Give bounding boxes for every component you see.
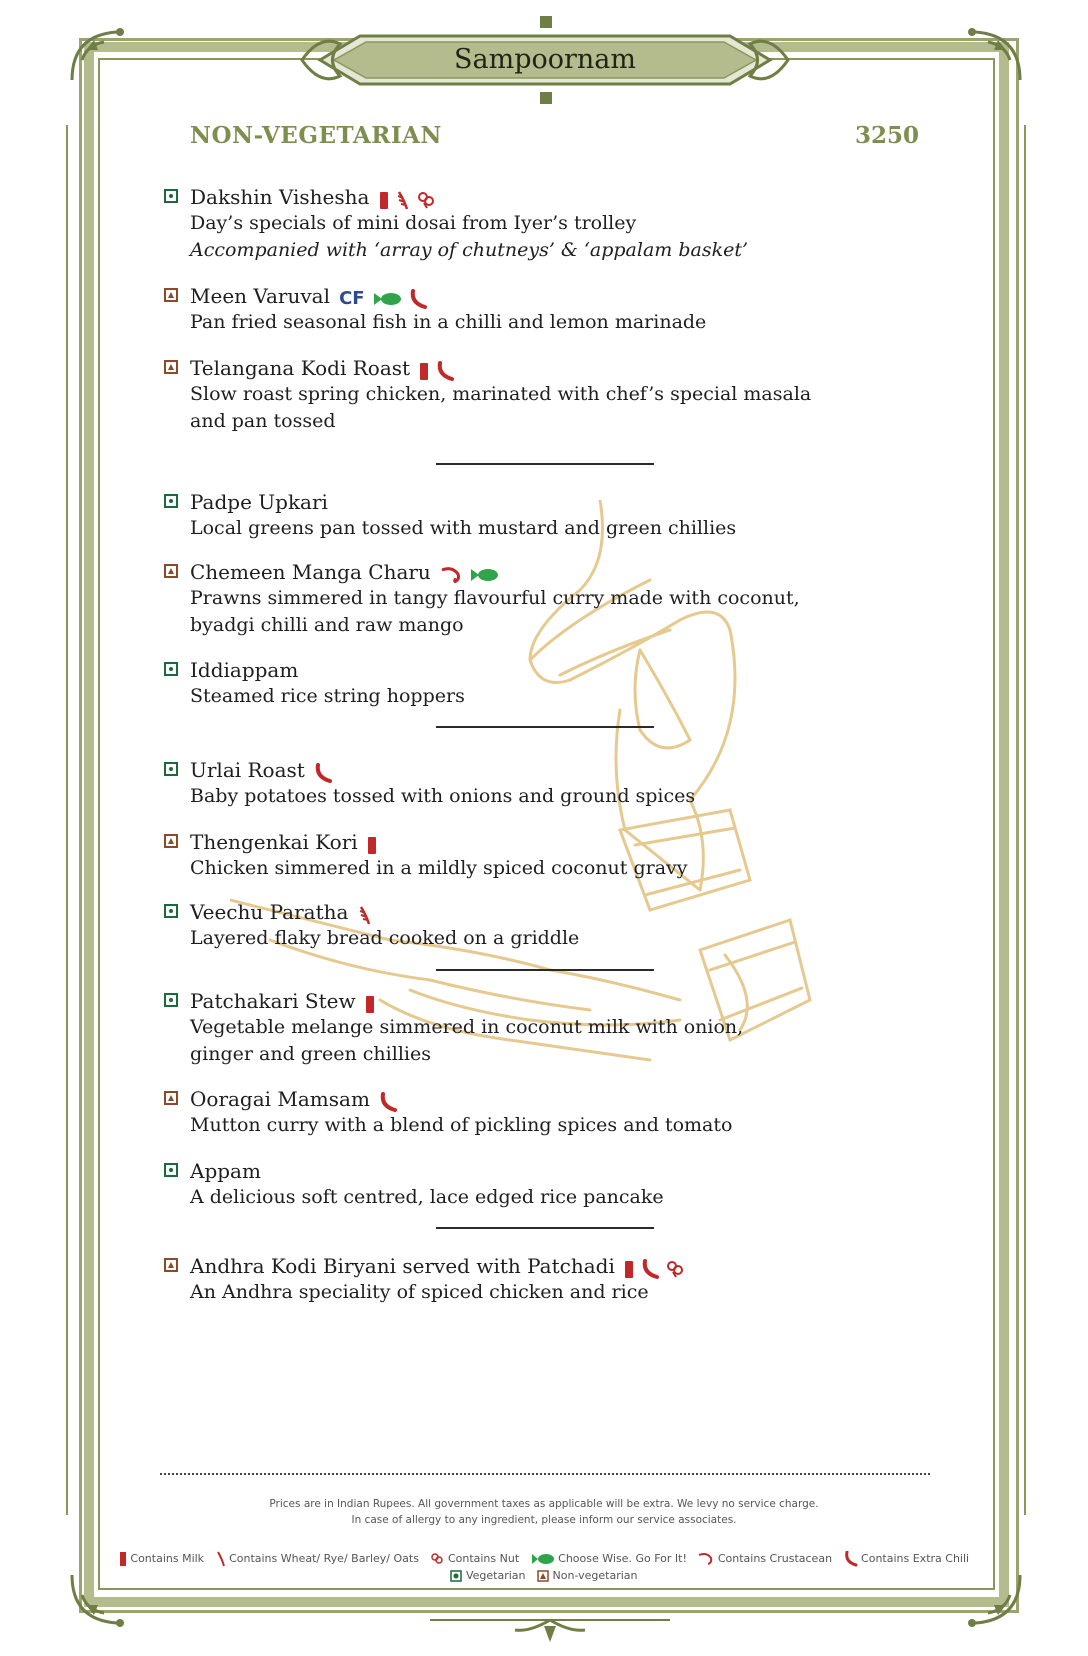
menu-item [164, 1086, 864, 1139]
legend-crustacean: Contains Crustacean [717, 1552, 833, 1565]
menu-item [164, 184, 864, 264]
menu-item [164, 829, 864, 882]
item-name: Padpe Upkari [190, 490, 328, 514]
corner-ornament-top-right-icon [960, 20, 1030, 90]
chili-icon [314, 763, 332, 783]
section-divider [436, 726, 654, 728]
menu-item [164, 899, 864, 952]
footer-allergy-note: In case of allergy to any ingredient, please inform our service associates. [351, 1514, 737, 1526]
left-side-line [66, 125, 68, 1515]
wheat-icon [358, 905, 372, 925]
item-description-cont: byadgi chilli and raw mango [190, 614, 464, 636]
fish-icon [372, 291, 402, 307]
vegetarian-mark-icon [164, 662, 178, 676]
vegetarian-mark-icon [164, 993, 178, 1007]
milk-icon [367, 835, 377, 855]
item-description: Pan fried seasonal fish in a chilli and lemon marinade [190, 311, 707, 333]
non-vegetarian-mark-icon [164, 564, 178, 578]
milk-icon [365, 994, 375, 1014]
item-description: Slow roast spring chicken, marinated with chef’s special masala [190, 383, 812, 405]
vegetarian-mark-icon [164, 189, 178, 203]
item-name: Telangana Kodi Roast [190, 356, 411, 380]
item-name: Dakshin Vishesha [190, 185, 370, 209]
milk-icon [119, 1551, 127, 1567]
item-name: Urlai Roast [190, 758, 305, 782]
item-description-cont: and pan tossed [190, 410, 336, 432]
nut-icon [666, 1260, 684, 1278]
section-title: NON-VEGETARIAN [190, 122, 442, 149]
title-banner [300, 14, 790, 106]
corner-ornament-top-left-icon [62, 20, 132, 90]
right-side-line [1024, 125, 1026, 1515]
item-name: Veechu Paratha [190, 900, 349, 924]
menu-item [164, 1253, 864, 1306]
menu-item [164, 355, 864, 435]
chili-icon [844, 1551, 858, 1567]
item-name: Chemeen Manga Charu [190, 560, 431, 584]
fish-icon [531, 1553, 555, 1565]
chili-icon [436, 361, 454, 381]
item-name: Patchakari Stew [190, 989, 356, 1013]
menu-item [164, 559, 864, 639]
legend-milk: Contains Milk [130, 1552, 205, 1565]
non-vegetarian-mark-icon [537, 1570, 549, 1582]
legend-choose-wise: Choose Wise. Go For It! [558, 1552, 687, 1565]
cf-badge: CF [339, 288, 365, 309]
chili-icon [379, 1092, 397, 1112]
vegetarian-mark-icon [164, 1163, 178, 1177]
legend-non-vegetarian: Non-vegetarian [552, 1569, 638, 1582]
chili-icon [409, 289, 427, 309]
item-name: Thengenkai Kori [190, 830, 358, 854]
footer-dotted-separator [160, 1473, 930, 1475]
bottom-ornament-icon [420, 1612, 680, 1652]
menu-item [164, 988, 864, 1068]
legend-nut: Contains Nut [447, 1552, 520, 1565]
footer-prices-note: Prices are in Indian Rupees. All government taxes as applicable will be extra. We levy no service charge. [269, 1498, 819, 1510]
item-description: Prawns simmered in tangy flavourful curry made with coconut, [190, 587, 800, 609]
chili-icon [641, 1259, 659, 1279]
menu-title: Sampoornam [454, 44, 636, 75]
vegetarian-mark-icon [450, 1570, 462, 1582]
nut-icon [430, 1552, 444, 1566]
menu-item [164, 657, 864, 710]
diet-legend [0, 1569, 1088, 1582]
menu-item [164, 283, 864, 336]
section-divider [436, 463, 654, 465]
menu-item [164, 489, 864, 542]
section-divider [436, 1227, 654, 1229]
icon-legend [0, 1551, 1088, 1567]
item-description: Vegetable melange simmered in coconut milk with onion, [190, 1016, 744, 1038]
section-divider [436, 969, 654, 971]
wheat-icon [396, 190, 410, 210]
item-description-cont: ginger and green chillies [190, 1043, 431, 1065]
menu-item [164, 1158, 864, 1211]
item-description: Chicken simmered in a mildly spiced coconut gravy [190, 857, 688, 879]
milk-icon [419, 361, 429, 381]
milk-icon [624, 1259, 634, 1279]
nut-icon [417, 191, 435, 209]
item-accompaniment: Accompanied with ‘array of chutneys’ & ‘appalam basket’ [190, 239, 749, 261]
vegetarian-mark-icon [164, 904, 178, 918]
item-description: Baby potatoes tossed with onions and ground spices [190, 785, 696, 807]
crustacean-icon [440, 566, 462, 584]
legend-chili: Contains Extra Chili [861, 1552, 970, 1565]
non-vegetarian-mark-icon [164, 1258, 178, 1272]
vegetarian-mark-icon [164, 762, 178, 776]
non-vegetarian-mark-icon [164, 360, 178, 374]
milk-icon [379, 190, 389, 210]
non-vegetarian-mark-icon [164, 1091, 178, 1105]
item-description: Local greens pan tossed with mustard and green chillies [190, 517, 737, 539]
item-description: An Andhra speciality of spiced chicken and rice [190, 1281, 649, 1303]
crustacean-icon [698, 1552, 714, 1566]
legend-vegetarian: Vegetarian [465, 1569, 526, 1582]
item-name: Ooragai Mamsam [190, 1087, 370, 1111]
vegetarian-mark-icon [164, 494, 178, 508]
non-vegetarian-mark-icon [164, 834, 178, 848]
item-name: Andhra Kodi Biryani served with Patchadi [190, 1254, 615, 1278]
wheat-icon [216, 1551, 226, 1567]
item-name: Meen Varuval [190, 284, 330, 308]
section-price: 3250 [855, 122, 920, 149]
item-description: Day’s specials of mini dosai from Iyer’s trolley [190, 212, 637, 234]
non-vegetarian-mark-icon [164, 288, 178, 302]
item-description: Mutton curry with a blend of pickling spices and tomato [190, 1114, 733, 1136]
menu-item [164, 757, 864, 810]
legend-wheat: Contains Wheat/ Rye/ Barley/ Oats [229, 1552, 419, 1565]
item-description: Layered flaky bread cooked on a griddle [190, 927, 580, 949]
fish-icon [469, 567, 499, 583]
item-name: Iddiappam [190, 658, 299, 682]
item-name: Appam [190, 1159, 261, 1183]
item-description: Steamed rice string hoppers [190, 685, 465, 707]
item-description: A delicious soft centred, lace edged rice pancake [190, 1186, 664, 1208]
